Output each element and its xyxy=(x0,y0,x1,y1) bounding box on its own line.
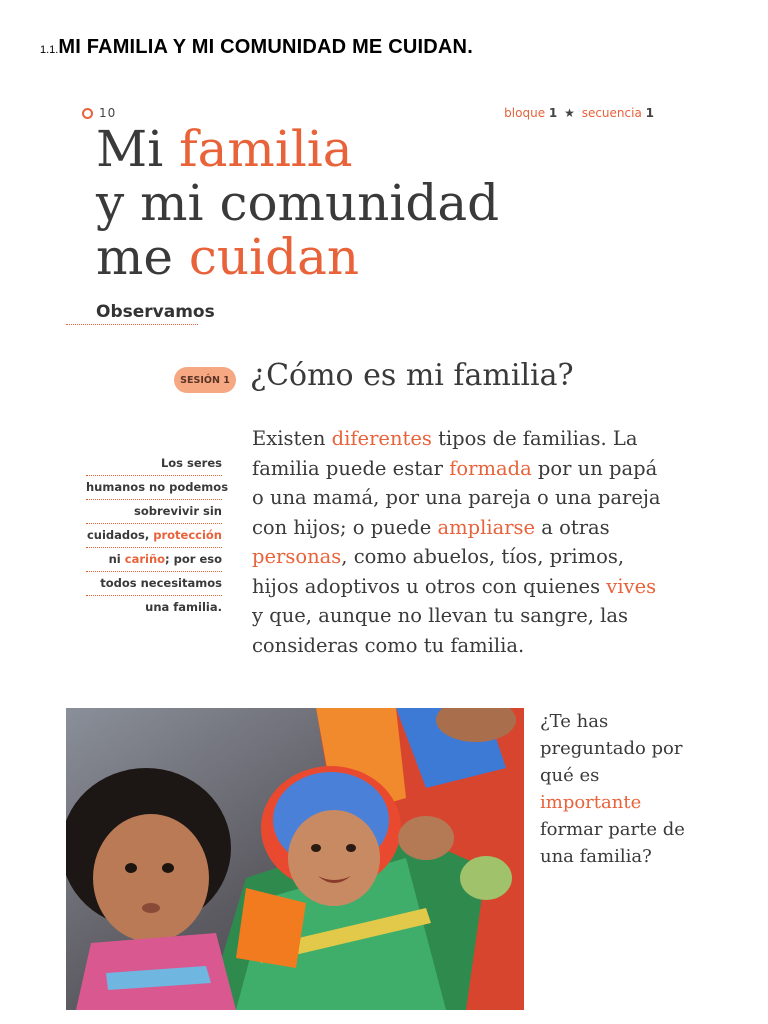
lesson-title xyxy=(96,122,499,284)
text-run: ¿Te has preguntado por qué es xyxy=(540,711,683,786)
secuencia-number: 1 xyxy=(645,106,654,120)
title-word: me xyxy=(96,228,189,286)
secuencia-label: secuencia xyxy=(581,106,642,120)
side-note-line: sobrevivir sin xyxy=(86,500,222,524)
body-paragraph xyxy=(252,424,672,660)
title-line-2: y mi comunidad xyxy=(96,174,500,232)
side-note-line xyxy=(86,548,222,572)
family-photo-illustration xyxy=(66,708,524,1010)
title-word: Mi xyxy=(96,120,180,178)
section-number: 1.1. xyxy=(40,44,59,56)
document-header xyxy=(40,36,473,59)
text-run: Existen xyxy=(252,427,332,450)
highlight-word: diferentes xyxy=(331,427,432,450)
text-run: a otras xyxy=(535,515,610,539)
text-run: formar parte de una familia? xyxy=(540,819,685,867)
session-title: ¿Cómo es mi familia? xyxy=(250,358,574,393)
family-photo xyxy=(66,708,524,1010)
side-note xyxy=(86,452,229,619)
side-note-line: Los seres xyxy=(86,452,222,476)
title-line-3 xyxy=(96,230,499,284)
text-run: ; por eso xyxy=(165,552,222,566)
side-note-line: todos necesitamos xyxy=(86,572,222,596)
highlight-word: ampliarse xyxy=(437,515,536,539)
highlight-word: formada xyxy=(449,456,532,480)
side-note-line xyxy=(86,524,222,548)
highlight-word: importante xyxy=(540,792,642,813)
page-number: 10 xyxy=(99,106,117,120)
bloque-label: bloque xyxy=(504,106,546,120)
sequence-label xyxy=(504,106,654,120)
text-run: tipos de familias. La familia puede estar xyxy=(252,427,638,480)
observamos-heading: Observamos xyxy=(96,302,215,322)
highlight-word: personas xyxy=(252,545,342,568)
page-marker xyxy=(82,106,116,120)
title-line-1 xyxy=(96,122,499,176)
text-run: por un papá o una mamá, por una pareja o una pareja con hijos; o puede xyxy=(252,456,661,539)
side-note-line: una familia. xyxy=(145,600,222,614)
star-icon: ★ xyxy=(564,106,575,120)
session-badge: SESIÓN 1 xyxy=(174,367,236,393)
section-title: MI FAMILIA Y MI COMUNIDAD ME CUIDAN. xyxy=(58,36,473,58)
highlight-word: protección xyxy=(153,528,222,542)
text-run: cuidados, xyxy=(86,528,154,542)
bloque-number: 1 xyxy=(548,106,558,120)
reflection-question xyxy=(540,708,700,870)
circle-bullet-icon xyxy=(82,108,93,119)
title-accent-word: familia xyxy=(179,120,353,178)
text-run: y que, aunque no llevan tu sangre, las consideras como tu familia. xyxy=(252,604,629,657)
side-note-line: humanos no podemos xyxy=(86,476,222,500)
text-run: ni xyxy=(108,552,125,566)
title-accent-word: cuidan xyxy=(188,228,360,286)
highlight-word: vives xyxy=(606,574,657,598)
dotted-divider xyxy=(66,324,198,325)
text-run: , como abuelos, tíos, primos, hijos adoptivos u otros con quienes xyxy=(252,545,625,598)
highlight-word: cariño xyxy=(124,552,166,566)
